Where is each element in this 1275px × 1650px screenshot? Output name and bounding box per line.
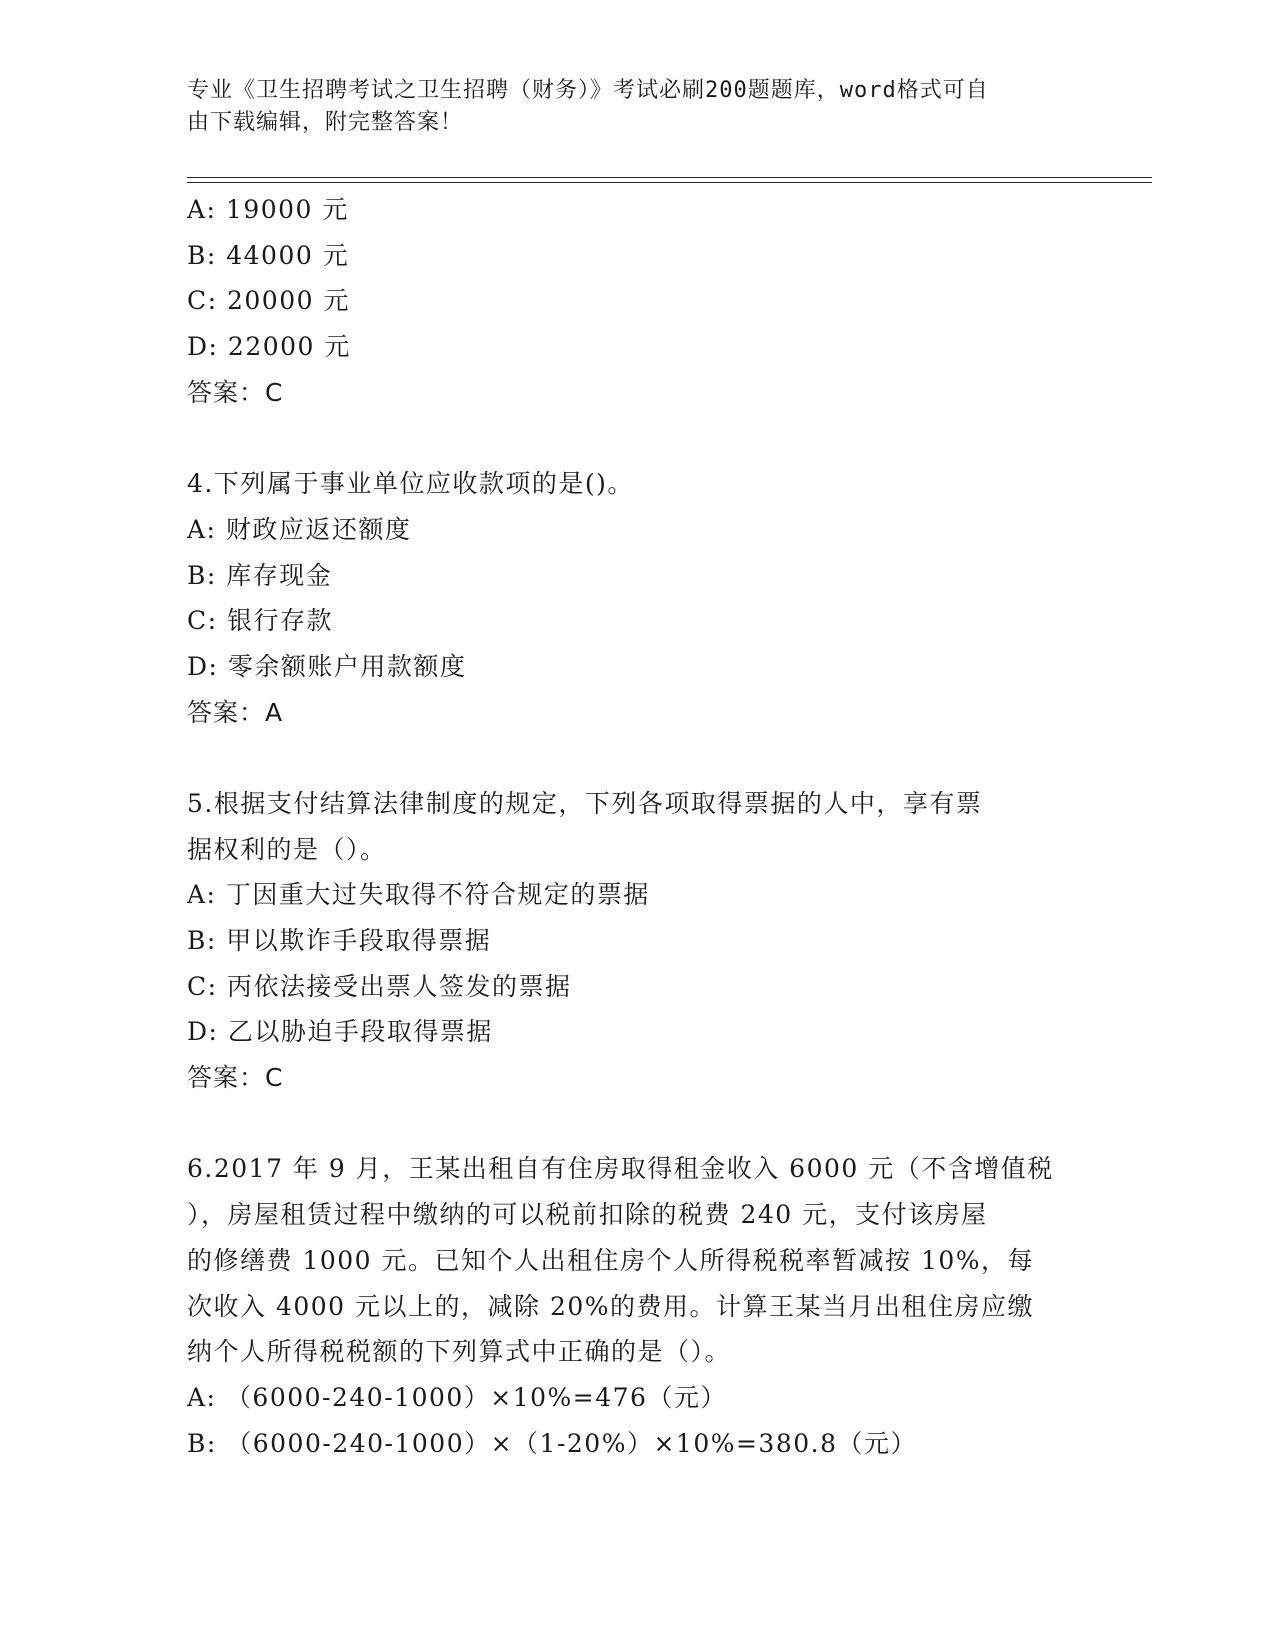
option-b: B: （6000-240-1000）×（1-20%）×10%=380.8（元）	[187, 1428, 917, 1458]
header-rule	[187, 177, 1152, 178]
option-b: B: 甲以欺诈手段取得票据	[187, 926, 492, 955]
option-a: A: （6000-240-1000）×10%=476（元）	[187, 1382, 727, 1412]
answer: 答案：C	[187, 1063, 284, 1093]
option-a: A: 19000 元	[187, 195, 349, 224]
header-rule	[187, 182, 1152, 183]
header-line: 专业《卫生招聘考试之卫生招聘（财务）》考试必刷200题题库，word格式可自	[187, 78, 989, 103]
question-list	[187, 187, 1087, 1466]
question-3	[187, 187, 1087, 415]
option-c: C: 丙依法接受出票人签发的票据	[187, 971, 572, 1001]
question-stem: 纳个人所得税税额的下列算式中正确的是（）。	[187, 1337, 732, 1367]
option-c: C: 银行存款	[187, 606, 333, 636]
answer: 答案：C	[187, 377, 284, 407]
question-stem: 的修缮费 1000 元。已知个人出租住房个人所得税税率暂减按 10%，每	[187, 1245, 1035, 1275]
option-d: D: 乙以胁迫手段取得票据	[187, 1017, 493, 1047]
question-stem: ），房屋租赁过程中缴纳的可以税前扣除的税费 240 元，支付该房屋	[187, 1200, 988, 1230]
answer: 答案：A	[187, 697, 284, 727]
question-stem: 5.根据支付结算法律制度的规定，下列各项取得票据的人中，享有票	[187, 788, 983, 818]
option-d: D: 22000 元	[187, 332, 351, 362]
question-stem: 据权利的是（）。	[187, 834, 387, 864]
document-header	[187, 75, 1067, 139]
option-d: D: 零余额账户用款额度	[187, 651, 467, 681]
question-stem: 6.2017 年 9 月，王某出租自有住房取得租金收入 6000 元（不含增值税	[187, 1154, 1054, 1184]
header-line: 由下载编辑，附完整答案！	[187, 110, 464, 135]
option-b: B: 库存现金	[187, 560, 333, 590]
question-4	[187, 461, 1087, 735]
option-b: B: 44000 元	[187, 240, 350, 270]
question-stem: 次收入 4000 元以上的，减除 20%的费用。计算王某当月出租住房应缴	[187, 1291, 1035, 1321]
option-a: A: 财政应返还额度	[187, 514, 412, 544]
question-5	[187, 781, 1087, 1101]
option-c: C: 20000 元	[187, 286, 350, 316]
option-a: A: 丁因重大过失取得不符合规定的票据	[187, 880, 650, 910]
question-6	[187, 1146, 1087, 1466]
question-stem: 4.下列属于事业单位应收款项的是()。	[187, 469, 634, 499]
